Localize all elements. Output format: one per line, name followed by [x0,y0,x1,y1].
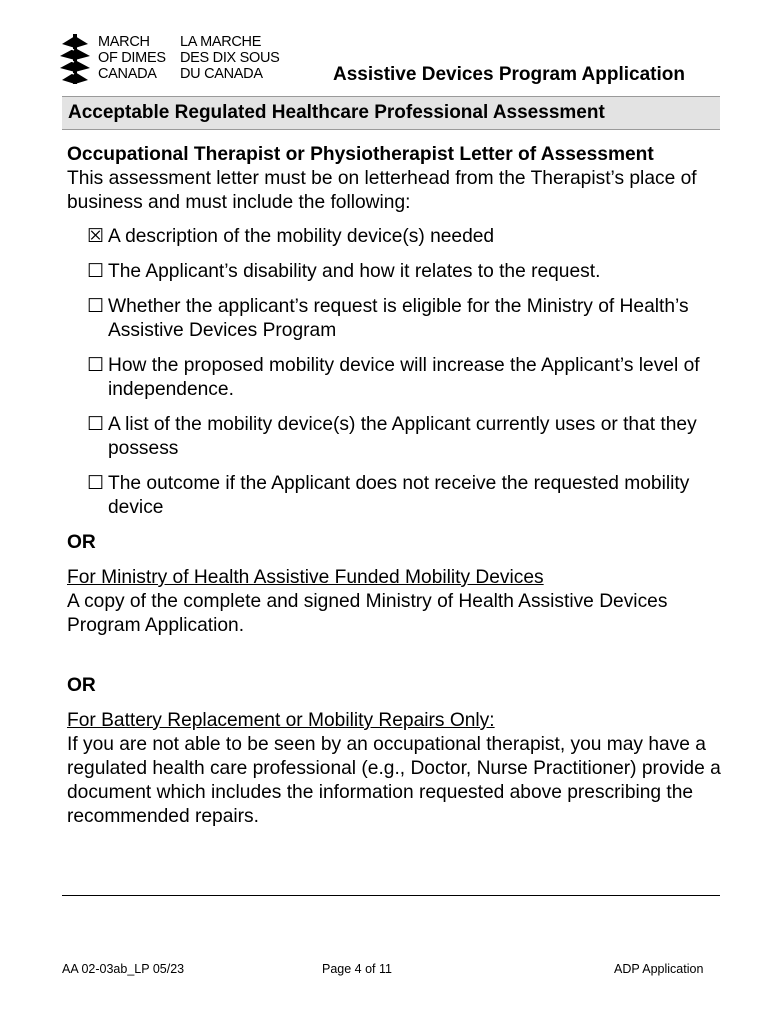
checklist-item [87,225,727,249]
document-body [67,143,727,829]
checklist-item-text: Whether the applicant’s request is eligible for the Ministry of Health’s Assistive Devices Program [108,296,689,341]
footer-document-name: ADP Application [614,962,704,976]
checkbox[interactable]: ☐ [87,414,105,435]
maple-leaf-logo-icon [58,34,92,84]
battery-option-heading: For Battery Replacement or Mobility Repairs Only: [67,710,495,731]
logo-text-english [98,34,166,82]
footer-page-number: Page 4 of 11 [322,962,392,976]
battery-option-text: If you are not able to be seen by an occupational therapist, you may have a regulated health care professional (e.g., Doctor, Nurse Practitioner) provide a document which includes the information requested above prescribing the recommended repairs. [67,734,721,827]
footer-form-code: AA 02-03ab_LP 05/23 [62,962,185,976]
requirements-checklist [67,225,727,520]
spacer [67,638,727,674]
march-of-dimes-logo [58,34,298,86]
checkbox[interactable]: ☐ [87,355,105,376]
ministry-option-heading: For Ministry of Health Assistive Funded Mobility Devices [67,567,544,588]
logo-line: LA MARCHE [180,34,262,50]
logo-line: CANADA [98,66,157,82]
logo-line: DU CANADA [180,66,263,82]
checklist-item [87,354,727,402]
ministry-option-text: A copy of the complete and signed Ministry of Health Assistive Devices Program Application. [67,591,668,636]
checklist-item-text: How the proposed mobility device will increase the Applicant’s level of independence. [108,355,700,400]
checkbox[interactable]: ☐ [87,473,105,494]
checklist-item [87,472,727,520]
spacer [67,698,727,709]
checklist-item-text: A description of the mobility device(s) needed [108,226,495,247]
logo-text-french [180,34,280,82]
checkbox[interactable]: ☐ [87,296,105,317]
or-separator: OR [67,532,96,553]
or-separator: OR [67,675,96,696]
checklist-item [87,413,727,461]
checkbox-checked[interactable]: ☒ [87,226,105,247]
logo-line: MARCH [98,34,150,50]
document-title: Assistive Devices Program Application [333,64,685,85]
checkbox[interactable]: ☐ [87,261,105,282]
checklist-item-text: A list of the mobility device(s) the Applicant currently uses or that they possess [108,414,697,459]
footer-divider [62,895,720,896]
logo-line: DES DIX SOUS [180,50,280,66]
checklist-item-text: The outcome if the Applicant does not receive the requested mobility device [108,473,690,518]
assessment-heading: Occupational Therapist or Physiotherapist Letter of Assessment [67,144,654,165]
checklist-item [87,295,727,343]
spacer [67,555,727,566]
logo-line: OF DIMES [98,50,166,66]
checklist-item-text: The Applicant’s disability and how it relates to the request. [108,261,601,282]
section-title-bar: Acceptable Regulated Healthcare Professional Assessment [62,96,720,130]
assessment-intro: This assessment letter must be on letterhead from the Therapist’s place of business and must include the following: [67,168,697,213]
checklist-item [87,260,727,284]
